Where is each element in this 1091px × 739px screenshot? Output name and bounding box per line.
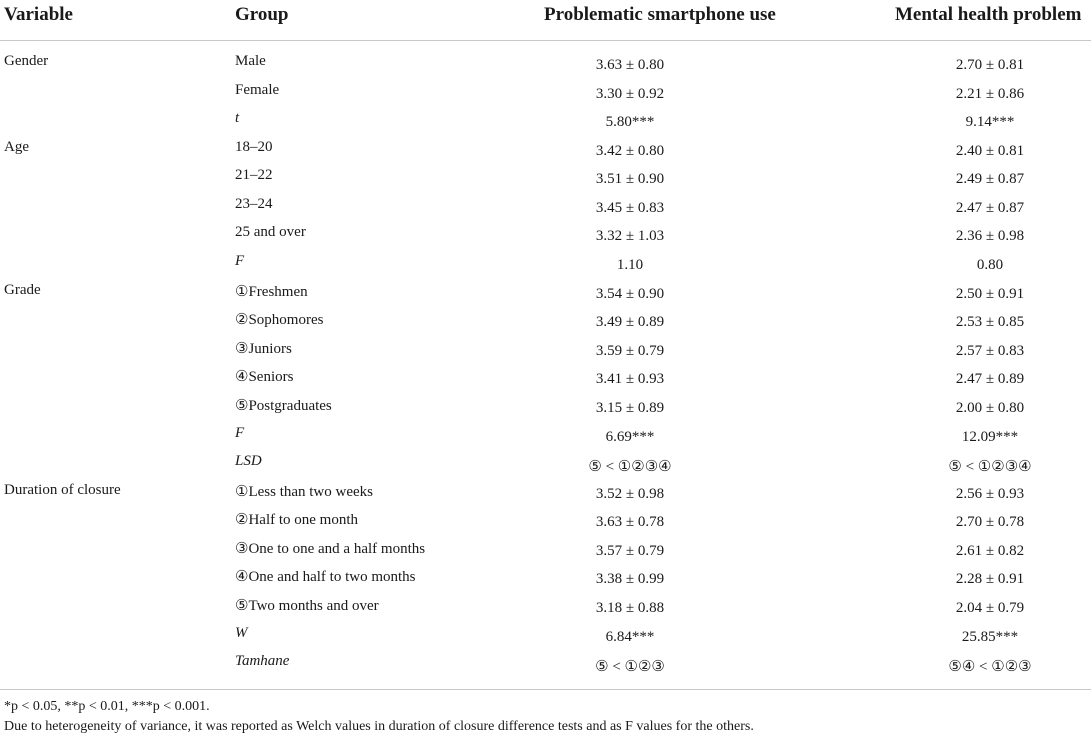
cell-mental-health-problem: 2.47 ± 0.89 xyxy=(955,371,1025,388)
cell-problematic-smartphone-use: 3.38 ± 0.99 xyxy=(595,571,665,588)
cell-mental-health-problem: 2.04 ± 0.79 xyxy=(955,599,1025,616)
cell-group: ④One and half to two months xyxy=(235,569,416,586)
cell-problematic-smartphone-use: ⑤ < ①②③ xyxy=(595,659,665,676)
cell-problematic-smartphone-use: ⑤ < ①②③④ xyxy=(588,459,672,476)
table-row xyxy=(0,592,1091,621)
cell-variable: Grade xyxy=(4,281,41,298)
table-row xyxy=(0,392,1091,421)
cell-problematic-smartphone-use: 3.32 ± 1.03 xyxy=(595,228,665,245)
cell-mental-health-problem: 0.80 xyxy=(976,257,1004,274)
cell-problematic-smartphone-use: 3.42 ± 0.80 xyxy=(595,142,665,159)
cell-group: F xyxy=(235,424,245,441)
cell-problematic-smartphone-use: 3.15 ± 0.89 xyxy=(595,399,665,416)
cell-variable: Age xyxy=(4,138,29,155)
cell-problematic-smartphone-use: 3.54 ± 0.90 xyxy=(595,285,665,302)
cell-group: Male xyxy=(235,53,266,69)
table-row xyxy=(0,106,1091,135)
cell-group: F xyxy=(235,253,245,270)
header-problematic-smartphone-use: Problematic smartphone use xyxy=(544,4,776,25)
cell-mental-health-problem: 2.70 ± 0.78 xyxy=(955,514,1025,531)
cell-mental-health-problem: 9.14*** xyxy=(965,114,1015,131)
cell-mental-health-problem: ⑤④ < ①②③ xyxy=(948,659,1032,676)
cell-group: ②Sophomores xyxy=(235,312,324,329)
cell-problematic-smartphone-use: 3.30 ± 0.92 xyxy=(595,85,665,102)
cell-problematic-smartphone-use: 5.80*** xyxy=(605,114,655,131)
cell-mental-health-problem: 2.21 ± 0.86 xyxy=(955,85,1025,102)
cell-group: ⑤Two months and over xyxy=(235,597,379,614)
cell-mental-health-problem: 2.50 ± 0.91 xyxy=(955,285,1025,302)
table-row xyxy=(0,563,1091,592)
table-header xyxy=(0,0,1091,41)
cell-group: 21–22 xyxy=(235,167,273,184)
table-row xyxy=(0,192,1091,221)
cell-problematic-smartphone-use: 3.59 ± 0.79 xyxy=(595,342,665,359)
cell-mental-health-problem: 2.28 ± 0.91 xyxy=(955,571,1025,588)
table-row xyxy=(0,220,1091,249)
cell-group: ⑤Postgraduates xyxy=(235,397,332,414)
footnote-significance: *p < 0.05, **p < 0.01, ***p < 0.001. xyxy=(4,699,210,714)
cell-mental-health-problem: 2.61 ± 0.82 xyxy=(955,542,1025,559)
cell-mental-health-problem: 2.57 ± 0.83 xyxy=(955,342,1025,359)
table-row xyxy=(0,478,1091,507)
cell-mental-health-problem: 2.36 ± 0.98 xyxy=(955,228,1025,245)
cell-group: Tamhane xyxy=(235,653,290,670)
cell-group: t xyxy=(235,110,240,127)
cell-variable: Duration of closure xyxy=(4,481,121,498)
table-row xyxy=(0,363,1091,392)
cell-problematic-smartphone-use: 3.51 ± 0.90 xyxy=(595,171,665,188)
cell-mental-health-problem: 2.47 ± 0.87 xyxy=(955,199,1025,216)
header-group: Group xyxy=(235,4,289,25)
header-variable: Variable xyxy=(4,4,73,25)
cell-group: ③One to one and a half months xyxy=(235,540,426,557)
cell-problematic-smartphone-use: 3.45 ± 0.83 xyxy=(595,199,665,216)
cell-problematic-smartphone-use: 1.10 xyxy=(616,257,644,274)
cell-group: ④Seniors xyxy=(235,369,294,386)
cell-group: 23–24 xyxy=(235,195,273,212)
cell-mental-health-problem: 2.53 ± 0.85 xyxy=(955,314,1025,331)
cell-mental-health-problem: 2.49 ± 0.87 xyxy=(955,171,1025,188)
cell-group: 25 and over xyxy=(235,224,306,241)
table-row xyxy=(0,649,1091,678)
cell-group: Female xyxy=(235,81,280,98)
cell-problematic-smartphone-use: 3.63 ± 0.80 xyxy=(595,57,665,73)
cell-group: 18–20 xyxy=(235,138,273,155)
cell-group: LSD xyxy=(235,453,262,470)
cell-mental-health-problem: 25.85*** xyxy=(961,628,1019,645)
table-row xyxy=(0,506,1091,535)
cell-group: ①Less than two weeks xyxy=(235,483,374,500)
cell-problematic-smartphone-use: 3.18 ± 0.88 xyxy=(595,599,665,616)
cell-mental-health-problem: 2.56 ± 0.93 xyxy=(955,485,1025,502)
cell-mental-health-problem: 2.40 ± 0.81 xyxy=(955,142,1025,159)
cell-variable: Gender xyxy=(4,53,49,69)
cell-mental-health-problem: 2.00 ± 0.80 xyxy=(955,399,1025,416)
table-row xyxy=(0,535,1091,564)
table-row xyxy=(0,306,1091,335)
table-row xyxy=(0,78,1091,107)
header-mental-health-problem: Mental health problem xyxy=(895,4,1082,25)
table-row xyxy=(0,163,1091,192)
cell-group: ①Freshmen xyxy=(235,283,308,300)
cell-problematic-smartphone-use: 3.57 ± 0.79 xyxy=(595,542,665,559)
table-row xyxy=(0,449,1091,478)
table-row xyxy=(0,249,1091,278)
cell-mental-health-problem: 12.09*** xyxy=(961,428,1019,445)
table-row xyxy=(0,278,1091,307)
table-row xyxy=(0,421,1091,450)
cell-problematic-smartphone-use: 3.52 ± 0.98 xyxy=(595,485,665,502)
cell-group: ②Half to one month xyxy=(235,512,359,529)
cell-problematic-smartphone-use: 3.49 ± 0.89 xyxy=(595,314,665,331)
cell-group: ③Juniors xyxy=(235,340,292,357)
cell-problematic-smartphone-use: 6.69*** xyxy=(605,428,655,445)
cell-problematic-smartphone-use: 3.63 ± 0.78 xyxy=(595,514,665,531)
table-row xyxy=(0,49,1091,78)
cell-problematic-smartphone-use: 3.41 ± 0.93 xyxy=(595,371,665,388)
table-body xyxy=(0,49,1091,678)
table-row xyxy=(0,621,1091,650)
cell-group: W xyxy=(235,624,248,641)
cell-problematic-smartphone-use: 6.84*** xyxy=(605,628,655,645)
table-row xyxy=(0,335,1091,364)
footnote-welch: Due to heterogeneity of variance, it was reported as Welch values in duration of closure difference tests and as F values for the others. xyxy=(4,719,754,734)
table-bottom-rule xyxy=(0,689,1091,690)
table-row xyxy=(0,135,1091,164)
cell-mental-health-problem: ⑤ < ①②③④ xyxy=(948,459,1032,476)
cell-mental-health-problem: 2.70 ± 0.81 xyxy=(955,57,1025,73)
